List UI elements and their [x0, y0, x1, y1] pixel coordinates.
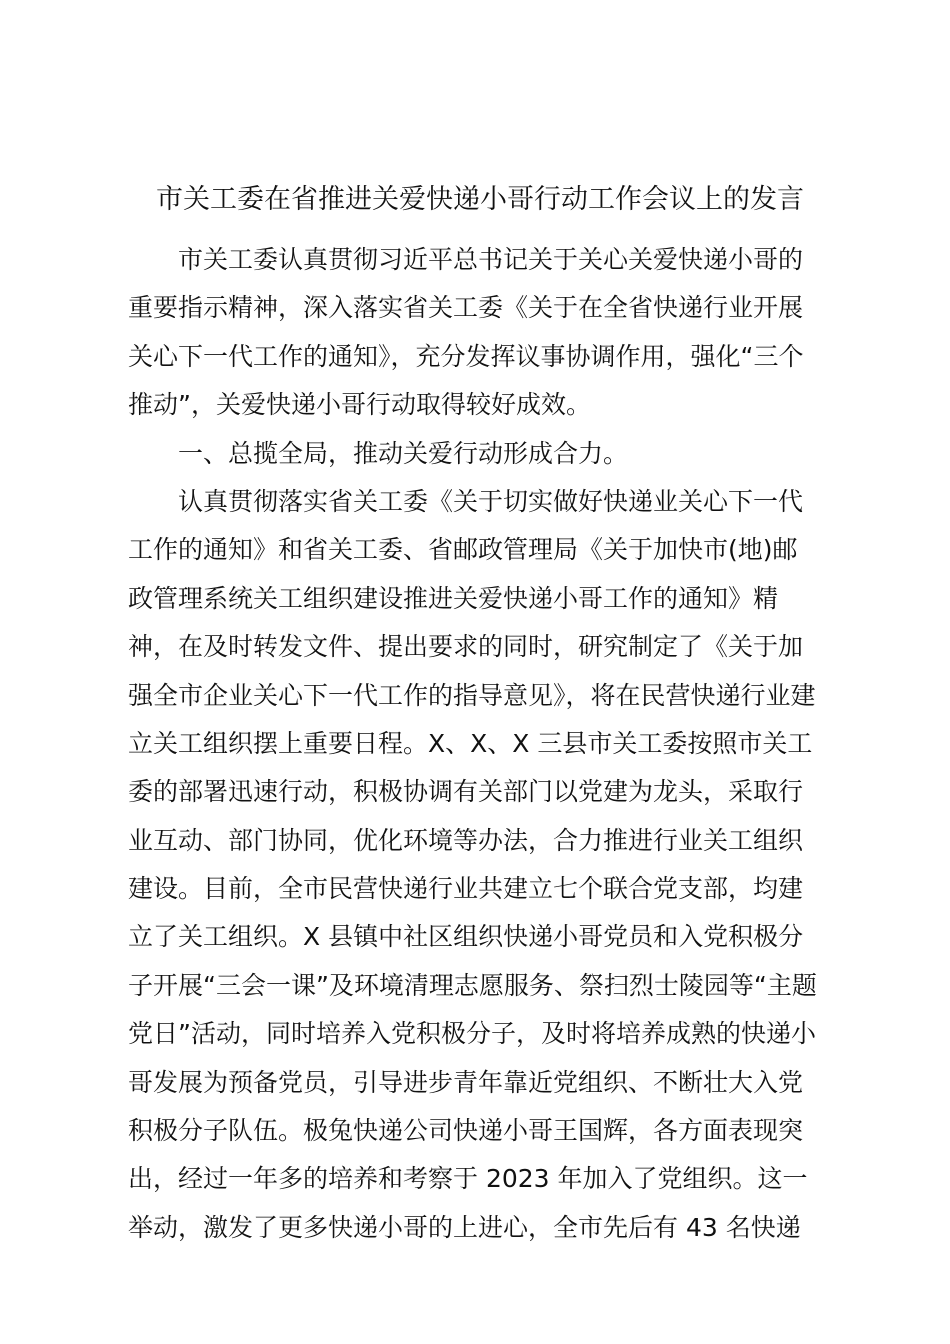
paragraph-line: 政管理系统关工组织建设推进关爱快递小哥工作的通知》精 [128, 583, 779, 613]
section-heading: 一、总揽全局，推动关爱行动形成合力。 [178, 438, 629, 468]
paragraph-line: 积极分子队伍。极兔快递公司快递小哥王国辉，各方面表现突 [128, 1116, 804, 1146]
paragraph-line: 推动”，关爱快递小哥行动取得较好成效。 [128, 390, 591, 420]
document-body [128, 236, 828, 1252]
paragraph-line: 业互动、部门协同，优化环境等办法，合力推进行业关工组织 [128, 825, 804, 855]
paragraph-line: 哥发展为预备党员，引导进步青年靠近党组织、不断壮大入党 [128, 1067, 804, 1097]
paragraph-line: 市关工委认真贯彻习近平总书记关于关心关爱快递小哥的 [178, 245, 804, 274]
paragraph-line: 关心下一代工作的通知》，充分发挥议事协调作用，强化“三个 [128, 341, 804, 371]
paragraph-line: 出，经过一年多的培养和考察于 2023 年加入了党组织。这一 [128, 1164, 808, 1194]
document-title: 市关工委在省推进关爱快递小哥行动工作会议上的发言 [156, 184, 804, 215]
paragraph-line: 立了关工组织。X 县镇中社区组织快递小哥党员和入党积极分 [128, 922, 804, 952]
paragraph-line: 立关工组织摆上重要日程。X、X、X 三县市关工委按照市关工 [128, 728, 813, 758]
paragraph-line: 强全市企业关心下一代工作的指导意见》，将在民营快递行业建 [128, 680, 816, 710]
paragraph-line: 重要指示精神，深入落实省关工委《关于在全省快递行业开展 [128, 293, 804, 323]
paragraph-line: 工作的通知》和省关工委、省邮政管理局《关于加快市(地)邮 [128, 535, 798, 565]
paragraph-line: 委的部署迅速行动，积极协调有关部门以党建为龙头，采取行 [128, 777, 804, 807]
paragraph-line: 建设。目前，全市民营快递行业共建立七个联合党支部，均建 [128, 874, 804, 904]
paragraph-line: 子开展“三会一课”及环境清理志愿服务、祭扫烈士陵园等“主题 [128, 970, 817, 1000]
paragraph-line: 党日”活动，同时培养入党积极分子，及时将培养成熟的快递小 [128, 1019, 816, 1049]
paragraph-line: 认真贯彻落实省关工委《关于切实做好快递业关心下一代 [178, 486, 804, 516]
paragraph-line: 举动，激发了更多快递小哥的上进心，全市先后有 43 名快递 [128, 1212, 801, 1242]
paragraph-line: 神，在及时转发文件、提出要求的同时，研究制定了《关于加 [128, 632, 804, 662]
